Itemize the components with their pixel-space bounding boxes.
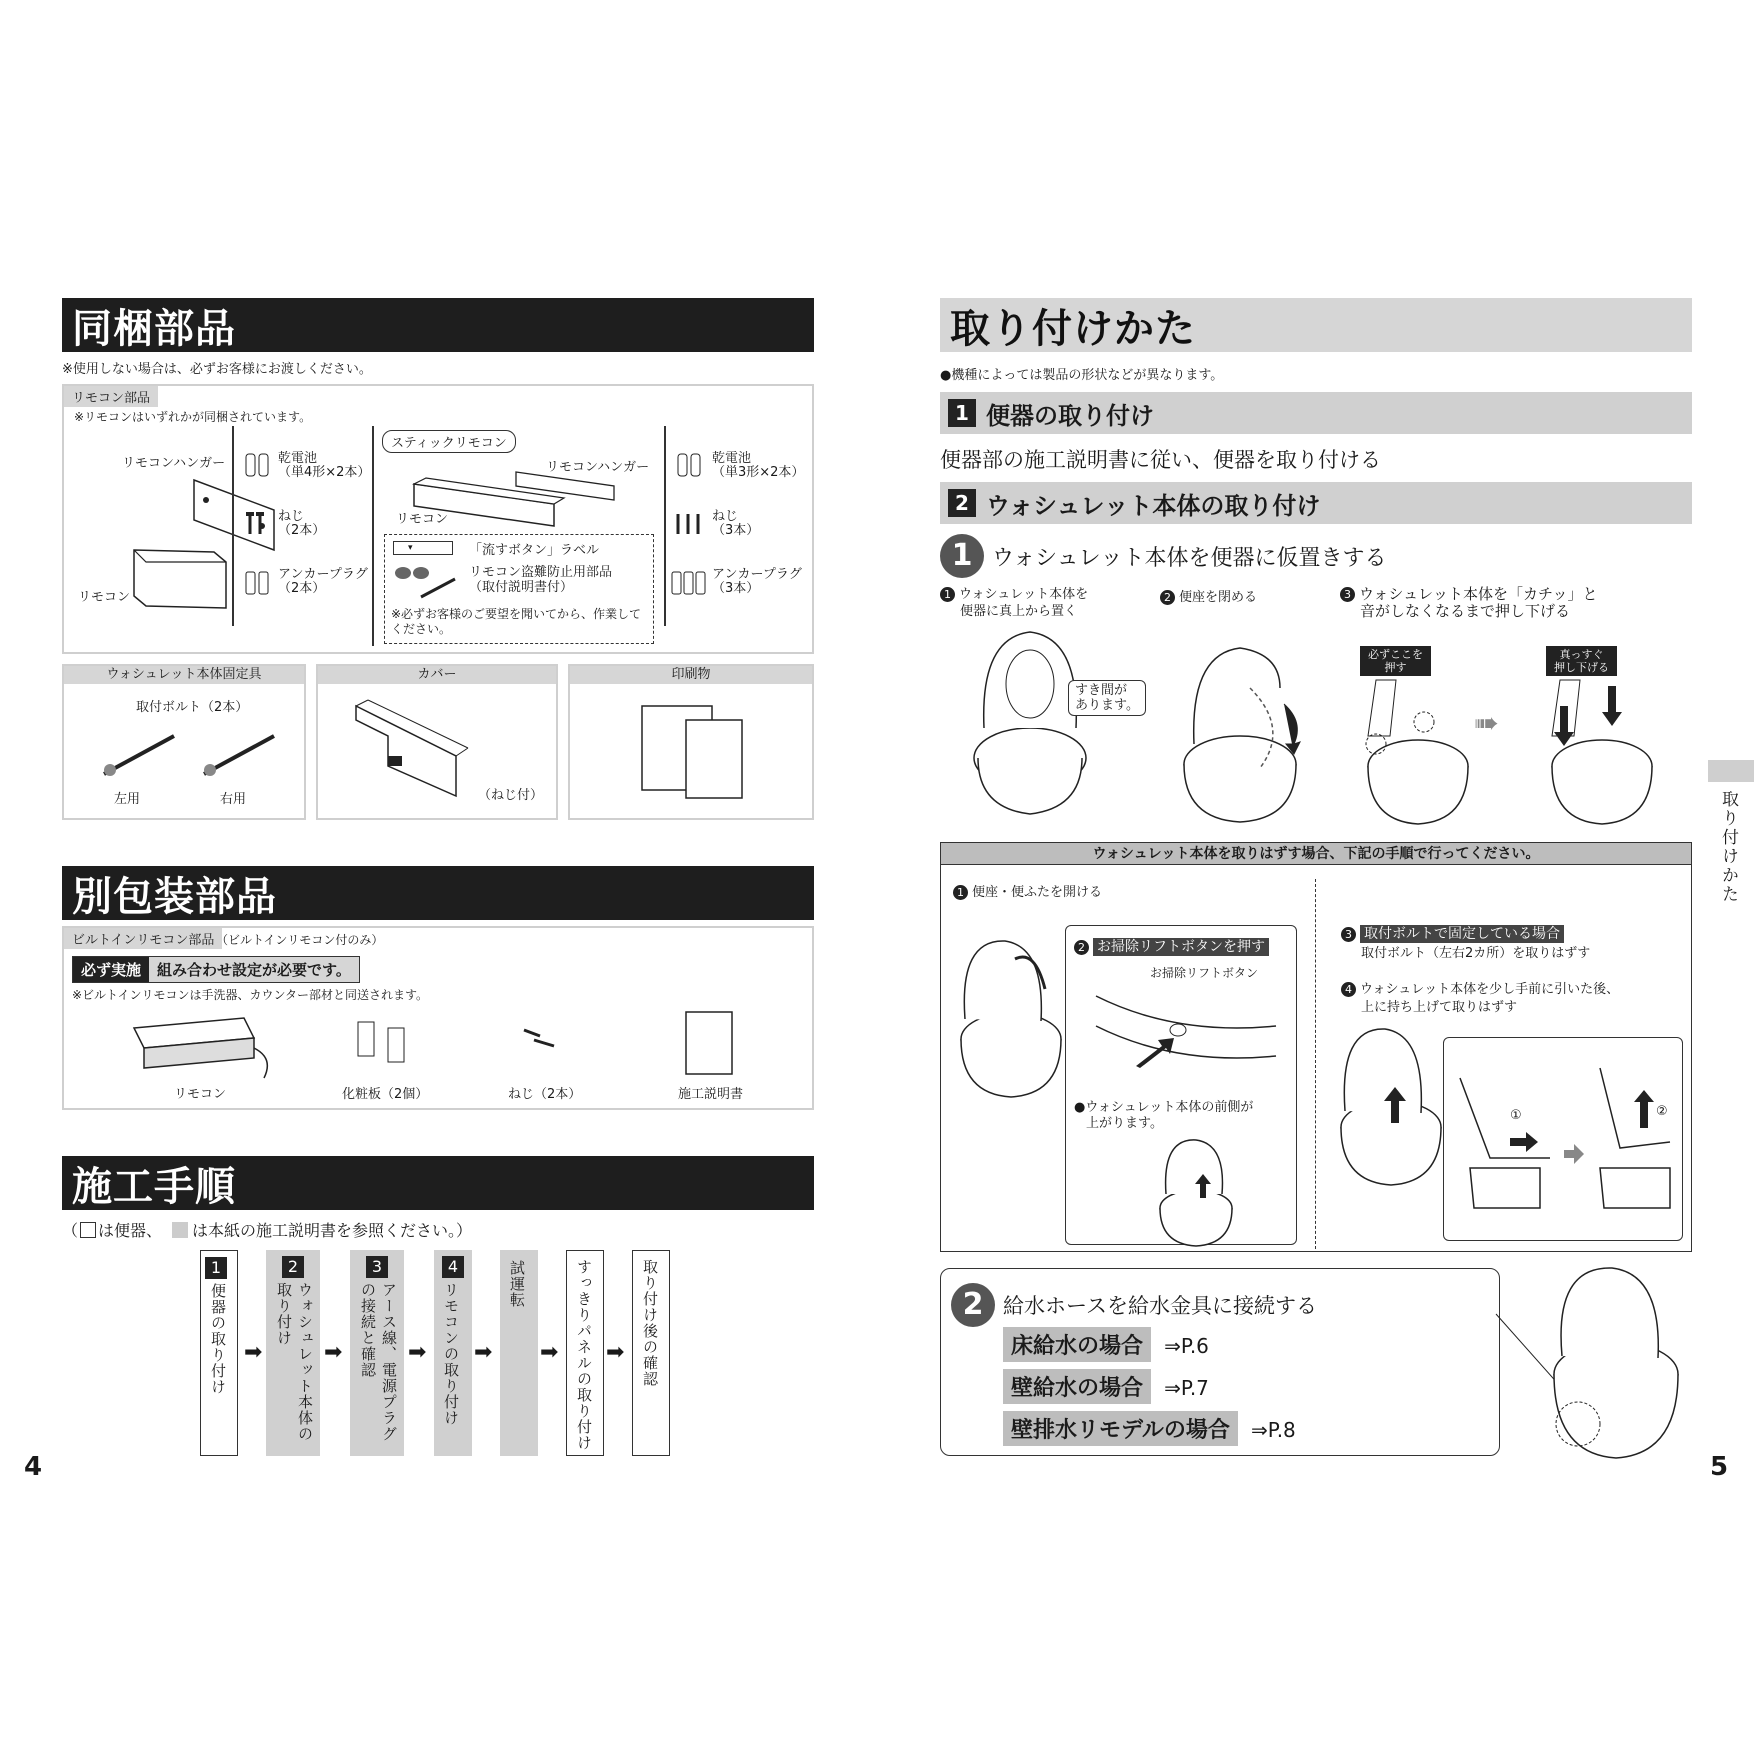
step1-heading: 1 ウォシュレット本体を便器に仮置きする [940,534,1386,578]
anchor2-label: アンカープラグ （3本） [712,567,802,596]
motion-mark-2: ② [1656,1104,1668,1119]
procedure-step-4: 4 リモコンの取り付け [434,1250,472,1456]
must-text: 組み合わせ設定が必要です。 [149,957,359,982]
antitheft-part-icon [391,563,461,603]
right-bolt-label: 右用 [220,792,247,807]
step2-box [940,1268,1500,1456]
anchor-plug-icon [670,570,710,598]
anchor-plug-icon [244,570,274,598]
builtin-tag-note: （ビルトインリモコン付のみ） [216,933,384,947]
antitheft-label: リモコン盗難防止用部品 （取付説明書付） [469,565,613,595]
subsection-bowl-install: 1 便器の取り付け [940,392,1692,434]
screw-icon [244,512,274,538]
cover-title: カバー [318,666,556,684]
screw-label: ねじ （2本） [278,509,326,538]
bundled-note: ※使用しない場合は、必ずお客様にお渡しください。 [62,362,372,377]
hanger-label: リモコンハンガー [122,456,226,471]
arrow-icon: ➡ [540,1340,559,1365]
builtin-note: ※ビルトインリモコンは手洗器、カウンター部材と同送されます。 [72,988,429,1002]
gap-callout: すき間が あります。 [1068,680,1146,716]
screw-icon [520,1024,560,1054]
section-title-install: 取り付けかた [940,298,1692,352]
arrow-icon: ➡ [606,1340,625,1365]
press-here-label: 必ずここを 押す [1360,646,1431,676]
toilet-lifted-illustration [1156,1138,1236,1248]
bolt-illustration [94,726,284,786]
bolt-label: 取付ボルト（2本） [136,700,249,715]
removal-step-1: 1 便座・便ふたを開ける [953,881,1102,900]
cover-illustration [348,696,488,806]
toilet-push-down-illustration [1546,676,1656,826]
battery2-label: 乾電池 （単3形×2本） [712,451,805,480]
print-box [568,664,814,820]
builtin-tag: ビルトインリモコン部品 [64,928,222,949]
lift-note: ●ウォシュレット本体の前側が 上がります。 [1074,1100,1254,1131]
procedure-step-1: 1 便器の取り付け [200,1250,238,1456]
divider [664,426,666,626]
must-label: 必ず実施 [73,957,149,982]
lift-button-label: お掃除リフトボタン [1150,966,1259,980]
procedure-step-panel: すっきりパネルの取り付け [566,1250,604,1456]
next-arrow-icon: ➠ [1474,706,1500,741]
legend-white-box [80,1222,96,1238]
section-title-bundled-parts: 同梱部品 [62,298,814,352]
motion-mark-1: ① [1510,1108,1522,1123]
dashed-divider [1315,879,1316,1249]
supply-case-remodel: 壁排水リモデルの場合 ⇒P.8 [1003,1411,1296,1446]
anchor-plug-label: アンカープラグ （2本） [278,567,368,596]
side-tab-label: 取り付けかた [1718,790,1738,904]
decor-plate-illustration [354,1020,414,1068]
screw2-label: ねじ （3本） [712,509,760,538]
cover-screw-label: （ねじ付） [478,788,544,803]
toilet-lid-open-illustration [955,939,1065,1099]
removal-step-3: 3 取付ボルトで固定している場合 取付ボルト（左右2カ所）を取りはずす [1341,925,1590,963]
stick-remote-label: リモコン [396,512,449,527]
optional-parts-box [384,534,654,644]
procedure-step-2: 2 ウォシュレット本体の取り付け [266,1250,320,1456]
stick-remote-pill: スティックリモコン [382,430,516,453]
removal-box [940,842,1692,1252]
remote-parts-box [62,384,814,654]
builtin-item: 化粧板（2個） [342,1087,429,1102]
page-number-right: 5 [1710,1452,1729,1482]
arrow-icon: ➡ [408,1340,427,1365]
removal-motion-illustration [1450,1058,1680,1238]
remote-label: リモコン [78,590,131,605]
printed-matter-illustration [640,702,750,802]
removal-detail-box [1443,1037,1683,1241]
divider [372,426,374,646]
step2-heading: 2 給水ホースを給水金具に接続する [951,1283,1317,1327]
section-title-procedure: 施工手順 [62,1156,814,1210]
removal-title: ウォシュレット本体を取りはずす場合、下記の手順で行ってください。 [941,843,1691,865]
page-number-left: 4 [24,1452,43,1482]
lift-button-illustration [1086,976,1286,1086]
remote-parts-note: ※リモコンはいずれかが同梱されています。 [74,410,312,424]
battery-label: 乾電池 （単4形×2本） [278,451,371,480]
subsection-washlet-install: 2 ウォシュレット本体の取り付け [940,482,1692,524]
removal-step-2-box [1065,925,1297,1245]
stick-hanger-label: リモコンハンガー [546,460,650,475]
water-hose-toilet-illustration [1496,1264,1686,1464]
arrow-icon: ➡ [474,1340,493,1365]
procedure-legend: （ は便器、 は本紙の施工説明書を参照ください。） [62,1221,473,1240]
screw-icon [672,512,708,538]
toilet-closing-illustration [1180,644,1310,824]
legend-gray-box [172,1222,188,1238]
left-bolt-label: 左用 [114,792,141,807]
print-title: 印刷物 [570,666,812,684]
builtin-item: リモコン [174,1087,227,1102]
battery-icon [244,452,272,478]
toilet-press-illustration [1362,676,1472,826]
fixture-title: ウォシュレット本体固定具 [64,666,304,684]
toilet-open-illustration [970,628,1090,818]
manual-illustration [684,1010,734,1076]
toilet-remove-illustration [1335,1027,1445,1187]
section-title-separate-parts: 別包装部品 [62,866,814,920]
remote-parts-tag: リモコン部品 [64,386,158,407]
procedure-step-check: 取り付け後の確認 [632,1250,670,1456]
arrow-icon: ➡ [244,1340,263,1365]
antitheft-note: ※必ずお客様のご要望を聞いてから、作業してください。 [391,607,642,636]
battery-icon [676,452,704,478]
supply-case-floor: 床給水の場合 ⇒P.6 [1003,1327,1209,1362]
arrow-icon: ➡ [324,1340,343,1365]
bowl-install-text: 便器部の施工説明書に従い、便器を取り付ける [940,448,1381,472]
supply-case-wall: 壁給水の場合 ⇒P.7 [1003,1369,1209,1404]
procedure-step-test: 試運転 [500,1250,538,1456]
step1-b: 2 便座を閉める [1160,586,1257,605]
removal-step-4: 4 ウォシュレット本体を少し手前に引いた後、 上に持ち上げて取りはずす [1341,981,1619,1017]
push-down-label: 真っすぐ 押し下げる [1546,646,1617,676]
builtin-remote-box [62,926,814,1110]
builtin-remote-illustration [124,1008,274,1078]
flush-label-icon: ▾ [393,541,453,555]
step1-c: 3 ウォシュレット本体を「カチッ」と 音がしなくなるまで押し下げる [1340,586,1598,620]
divider [232,426,234,626]
builtin-item: 施工説明書 [678,1087,744,1102]
fixture-box [62,664,306,820]
procedure-step-3: 3 アース線、電源プラグの接続と確認 [350,1250,404,1456]
step1-a: 1 ウォシュレット本体を 便器に真上から置く [940,586,1088,620]
cover-box [316,664,558,820]
flush-label-text: 「流すボタン」ラベル [469,543,600,558]
builtin-item: ねじ（2本） [508,1087,582,1102]
must-banner [72,956,360,983]
install-note: ●機種によっては製品の形状などが異なります。 [940,368,1224,383]
removal-step-2: 2 お掃除リフトボタンを押す [1074,936,1269,956]
side-tab-marker [1708,760,1754,782]
